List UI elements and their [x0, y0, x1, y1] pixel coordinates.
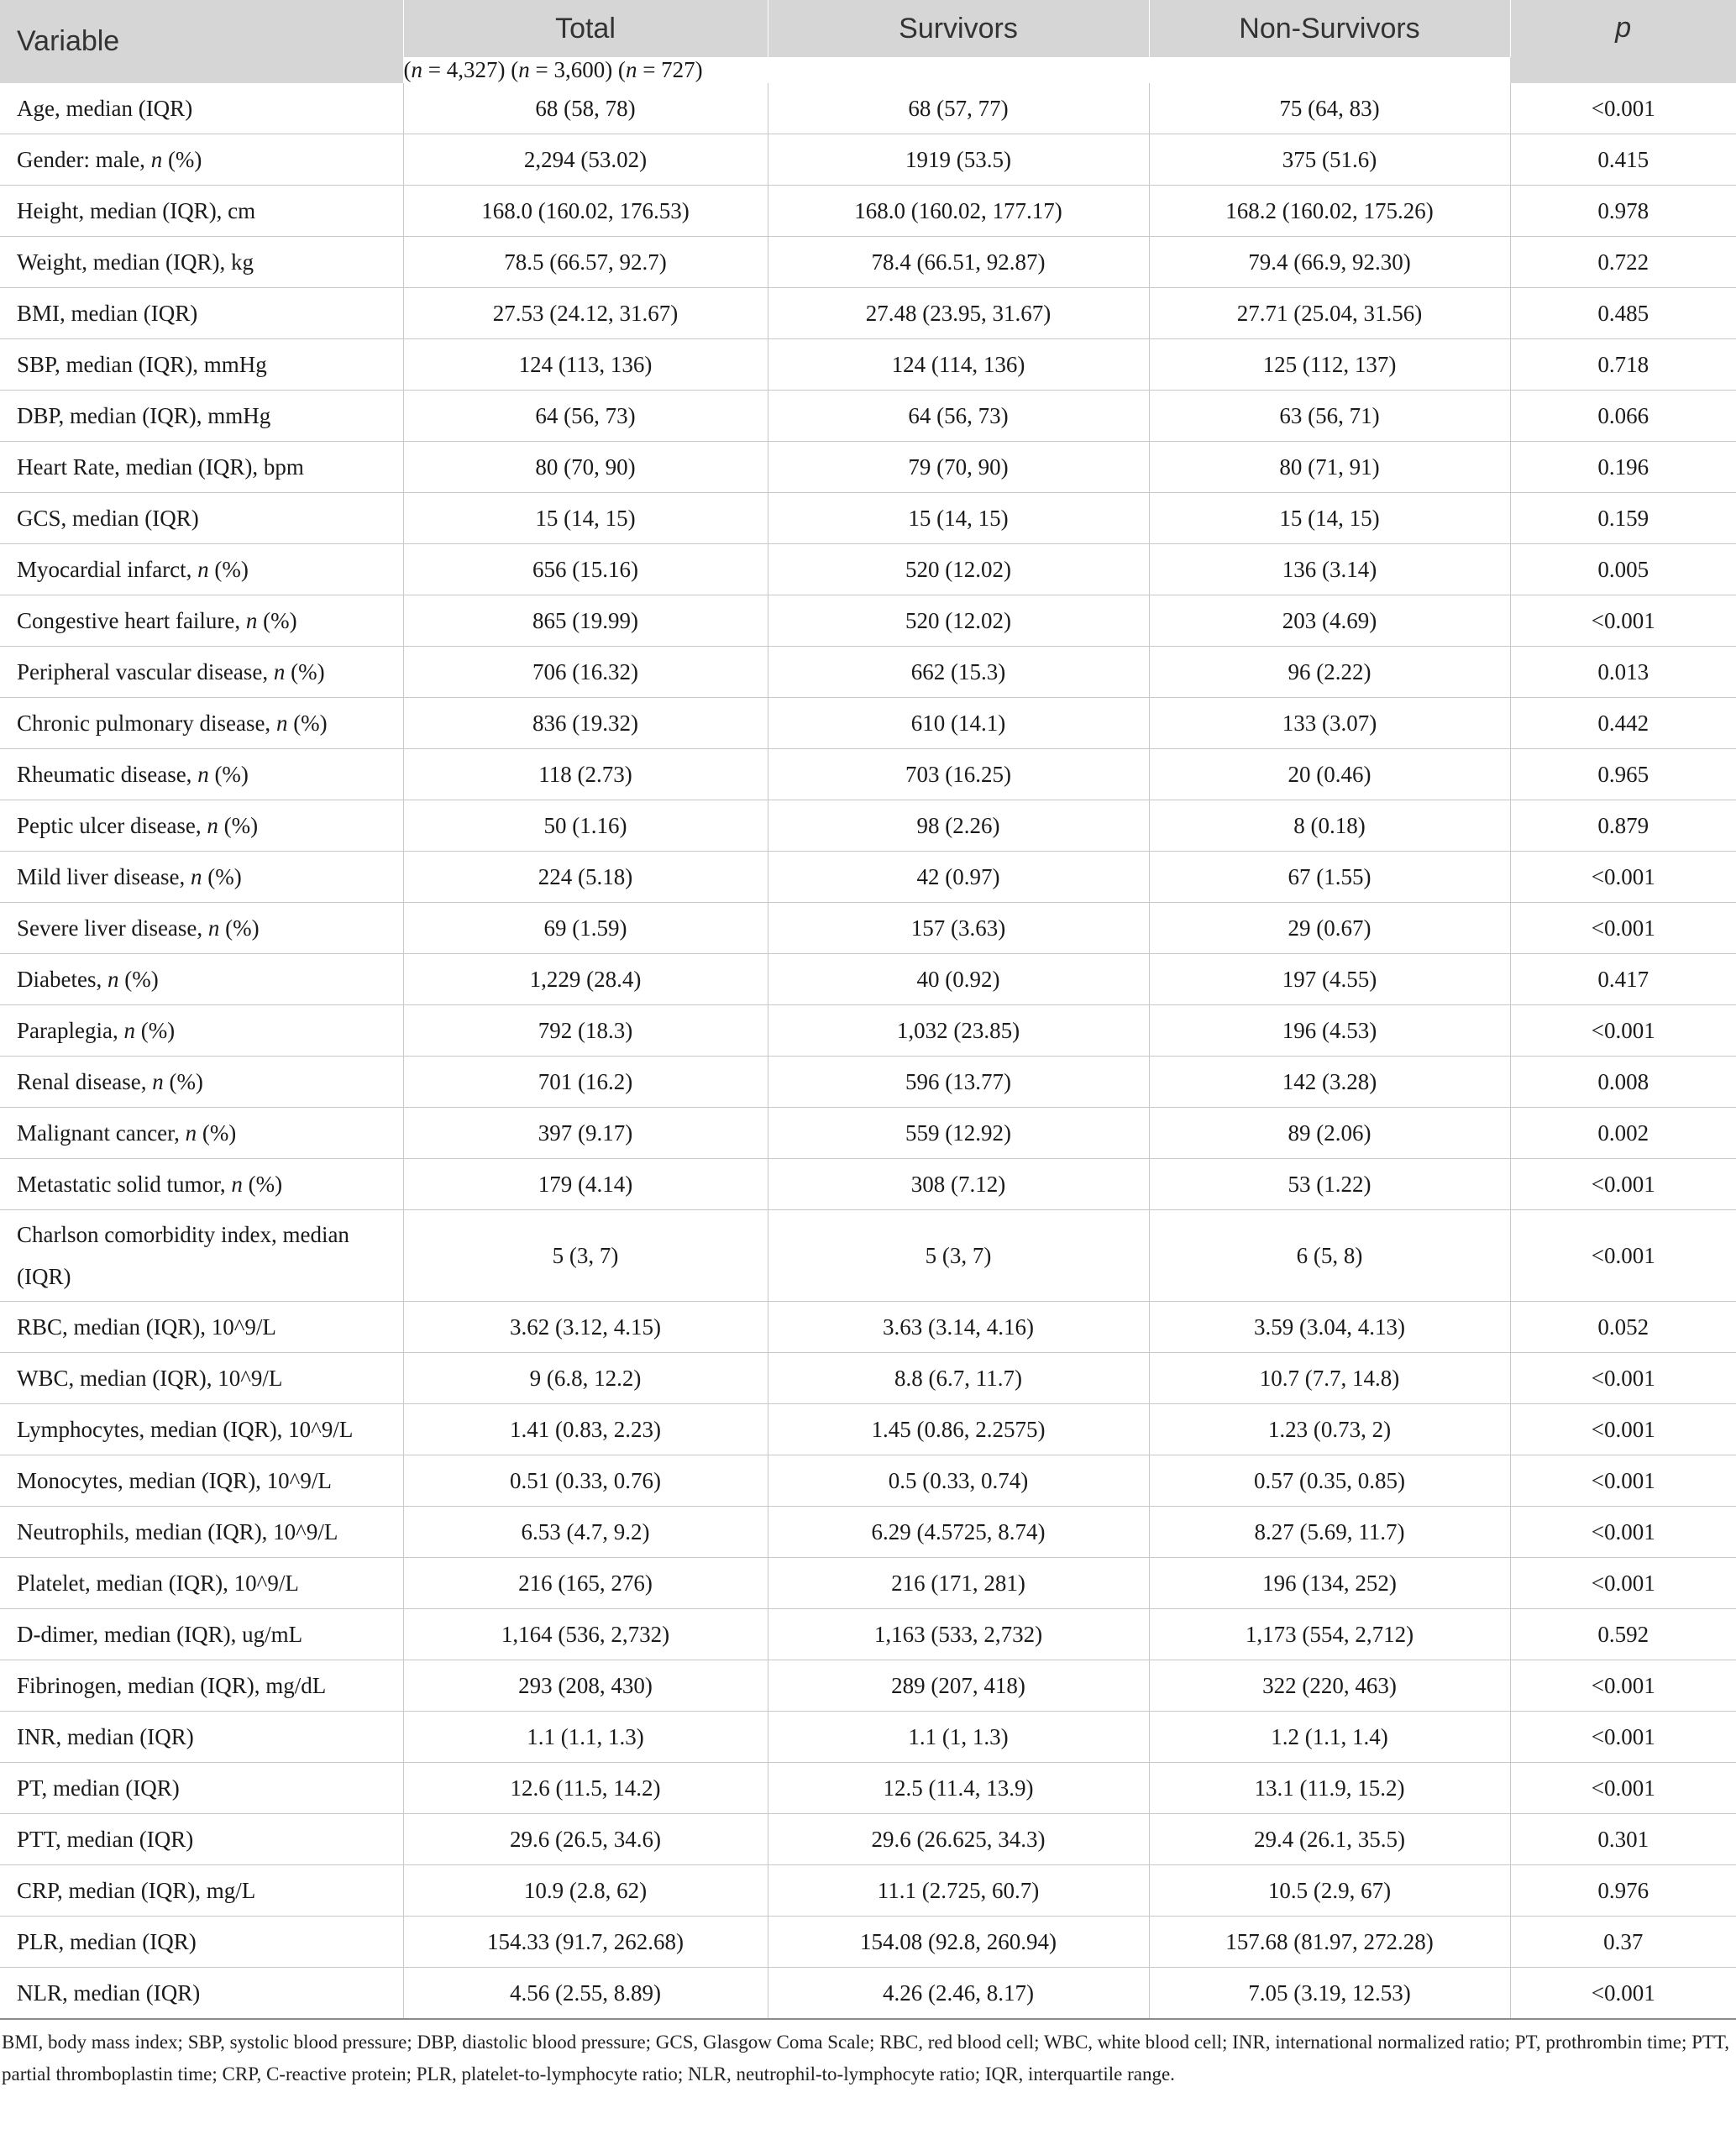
survivors-cell: 29.6 (26.625, 34.3) [768, 1814, 1149, 1865]
variable-cell: Charlson comorbidity index, median (IQR) [0, 1210, 403, 1302]
nonsurvivors-cell: 8.27 (5.69, 11.7) [1149, 1507, 1510, 1558]
survivors-cell: 12.5 (11.4, 13.9) [768, 1763, 1149, 1814]
p-value-cell: 0.592 [1510, 1609, 1736, 1660]
nonsurvivors-cell: 136 (3.14) [1149, 544, 1510, 595]
nonsurvivors-cell: 196 (134, 252) [1149, 1558, 1510, 1609]
p-value-cell: 0.013 [1510, 647, 1736, 698]
p-value-cell: <0.001 [1510, 1005, 1736, 1057]
total-cell: 12.6 (11.5, 14.2) [403, 1763, 768, 1814]
variable-cell: Heart Rate, median (IQR), bpm [0, 442, 403, 493]
total-cell: 3.62 (3.12, 4.15) [403, 1302, 768, 1353]
table-row [0, 493, 1736, 544]
table-row [0, 903, 1736, 954]
total-cell: 50 (1.16) [403, 800, 768, 852]
footnote: BMI, body mass index; SBP, systolic blood pressure; DBP, diastolic blood pressure; GCS, Glasgow Coma Scale; RBC, red blood cell; WBC, white blood cell; INR, international normalized ratio; PT, prothrombin time; PTT, partial thromboplastin time; CRP, C-reactive protein; PLR, platelet-to-lymphocyte ratio; NLR, neutrophil-to-lymphocyte ratio; IQR, interquartile range. [2, 2032, 1730, 2084]
survivors-cell: 308 (7.12) [768, 1159, 1149, 1210]
table-header [0, 0, 1736, 83]
variable-cell: RBC, median (IQR), 10^9/L [0, 1302, 403, 1353]
nonsurvivors-cell: 133 (3.07) [1149, 698, 1510, 749]
variable-cell: WBC, median (IQR), 10^9/L [0, 1353, 403, 1404]
variable-cell: Platelet, median (IQR), 10^9/L [0, 1558, 403, 1609]
p-value-cell: <0.001 [1510, 1507, 1736, 1558]
nonsurvivors-cell: 203 (4.69) [1149, 595, 1510, 647]
nonsurvivors-cell: 13.1 (11.9, 15.2) [1149, 1763, 1510, 1814]
total-cell: 124 (113, 136) [403, 339, 768, 391]
survivors-cell: 42 (0.97) [768, 852, 1149, 903]
survivors-cell: 0.5 (0.33, 0.74) [768, 1455, 1149, 1507]
header-p: p [1510, 0, 1736, 83]
nonsurvivors-cell: 63 (56, 71) [1149, 391, 1510, 442]
survivors-cell: 610 (14.1) [768, 698, 1149, 749]
p-value-cell: <0.001 [1510, 83, 1736, 134]
variable-cell: D-dimer, median (IQR), ug/mL [0, 1609, 403, 1660]
p-value-cell: 0.052 [1510, 1302, 1736, 1353]
nonsurvivors-cell: 53 (1.22) [1149, 1159, 1510, 1210]
table-row [0, 442, 1736, 493]
table-row [0, 1005, 1736, 1057]
p-value-cell: <0.001 [1510, 1455, 1736, 1507]
table-row [0, 544, 1736, 595]
table-row [0, 1865, 1736, 1917]
variable-cell: Myocardial infarct, n (%) [0, 544, 403, 595]
nonsurvivors-cell: 15 (14, 15) [1149, 493, 1510, 544]
variable-cell: Rheumatic disease, n (%) [0, 749, 403, 800]
p-value-cell: 0.485 [1510, 288, 1736, 339]
survivors-cell: 4.26 (2.46, 8.17) [768, 1968, 1149, 2020]
nonsurvivors-cell: 20 (0.46) [1149, 749, 1510, 800]
p-value-cell: <0.001 [1510, 1404, 1736, 1455]
table-row [0, 288, 1736, 339]
table-row [0, 1057, 1736, 1108]
total-cell: 179 (4.14) [403, 1159, 768, 1210]
table-row [0, 1814, 1736, 1865]
total-cell: 168.0 (160.02, 176.53) [403, 186, 768, 237]
header-nonsurvivors: Non-Survivors [1149, 0, 1510, 57]
nonsurvivors-cell: 197 (4.55) [1149, 954, 1510, 1005]
survivors-cell: 1919 (53.5) [768, 134, 1149, 186]
p-value-cell: <0.001 [1510, 1210, 1736, 1302]
total-cell: 397 (9.17) [403, 1108, 768, 1159]
p-value-cell: 0.196 [1510, 442, 1736, 493]
total-cell: 69 (1.59) [403, 903, 768, 954]
nonsurvivors-cell: 1.2 (1.1, 1.4) [1149, 1712, 1510, 1763]
survivors-cell: 1,032 (23.85) [768, 1005, 1149, 1057]
total-cell: 865 (19.99) [403, 595, 768, 647]
table-row [0, 1353, 1736, 1404]
p-value-cell: <0.001 [1510, 1353, 1736, 1404]
nonsurvivors-cell: 29 (0.67) [1149, 903, 1510, 954]
nonsurvivors-cell: 168.2 (160.02, 175.26) [1149, 186, 1510, 237]
variable-cell: Lymphocytes, median (IQR), 10^9/L [0, 1404, 403, 1455]
total-cell: 224 (5.18) [403, 852, 768, 903]
header-row-n: (n = 4,327) (n = 3,600) (n = 727) [403, 57, 703, 82]
total-cell: 154.33 (91.7, 262.68) [403, 1917, 768, 1968]
survivors-cell: 6.29 (4.5725, 8.74) [768, 1507, 1149, 1558]
variable-cell: SBP, median (IQR), mmHg [0, 339, 403, 391]
table-row [0, 1108, 1736, 1159]
survivors-cell: 520 (12.02) [768, 595, 1149, 647]
header-variable: Variable [0, 0, 403, 83]
table-row [0, 1210, 1736, 1302]
variable-cell: PTT, median (IQR) [0, 1814, 403, 1865]
total-cell: 836 (19.32) [403, 698, 768, 749]
total-cell: 5 (3, 7) [403, 1210, 768, 1302]
table-row [0, 800, 1736, 852]
table-body [0, 83, 1736, 2019]
total-cell: 0.51 (0.33, 0.76) [403, 1455, 768, 1507]
table-row [0, 1558, 1736, 1609]
table-row [0, 1660, 1736, 1712]
survivors-cell: 8.8 (6.7, 11.7) [768, 1353, 1149, 1404]
variable-cell: PT, median (IQR) [0, 1763, 403, 1814]
p-value-cell: <0.001 [1510, 1712, 1736, 1763]
variable-cell: CRP, median (IQR), mg/L [0, 1865, 403, 1917]
nonsurvivors-cell: 10.5 (2.9, 67) [1149, 1865, 1510, 1917]
survivors-cell: 5 (3, 7) [768, 1210, 1149, 1302]
p-value-cell: 0.301 [1510, 1814, 1736, 1865]
nonsurvivors-cell: 125 (112, 137) [1149, 339, 1510, 391]
total-cell: 1.1 (1.1, 1.3) [403, 1712, 768, 1763]
p-value-cell: <0.001 [1510, 1968, 1736, 2020]
p-value-cell: 0.415 [1510, 134, 1736, 186]
variable-cell: Metastatic solid tumor, n (%) [0, 1159, 403, 1210]
p-value-cell: <0.001 [1510, 852, 1736, 903]
nonsurvivors-cell: 0.57 (0.35, 0.85) [1149, 1455, 1510, 1507]
survivors-cell: 1.45 (0.86, 2.2575) [768, 1404, 1149, 1455]
total-cell: 80 (70, 90) [403, 442, 768, 493]
table-row [0, 339, 1736, 391]
total-cell: 10.9 (2.8, 62) [403, 1865, 768, 1917]
survivors-cell: 662 (15.3) [768, 647, 1149, 698]
total-cell: 656 (15.16) [403, 544, 768, 595]
nonsurvivors-cell: 7.05 (3.19, 12.53) [1149, 1968, 1510, 2020]
table-row [0, 1609, 1736, 1660]
table-row [0, 1917, 1736, 1968]
table-row [0, 391, 1736, 442]
variable-cell: Diabetes, n (%) [0, 954, 403, 1005]
table-row [0, 698, 1736, 749]
nonsurvivors-cell: 157.68 (81.97, 272.28) [1149, 1917, 1510, 1968]
survivors-cell: 168.0 (160.02, 177.17) [768, 186, 1149, 237]
table-row [0, 1507, 1736, 1558]
p-value-cell: 0.002 [1510, 1108, 1736, 1159]
table-row [0, 647, 1736, 698]
nonsurvivors-cell: 10.7 (7.7, 14.8) [1149, 1353, 1510, 1404]
total-cell: 1.41 (0.83, 2.23) [403, 1404, 768, 1455]
total-cell: 293 (208, 430) [403, 1660, 768, 1712]
survivors-cell: 98 (2.26) [768, 800, 1149, 852]
variable-cell: Gender: male, n (%) [0, 134, 403, 186]
survivors-cell: 79 (70, 90) [768, 442, 1149, 493]
variable-cell: GCS, median (IQR) [0, 493, 403, 544]
survivors-cell: 3.63 (3.14, 4.16) [768, 1302, 1149, 1353]
survivors-cell: 27.48 (23.95, 31.67) [768, 288, 1149, 339]
variable-cell: Severe liver disease, n (%) [0, 903, 403, 954]
variable-cell: Mild liver disease, n (%) [0, 852, 403, 903]
nonsurvivors-cell: 80 (71, 91) [1149, 442, 1510, 493]
total-cell: 792 (18.3) [403, 1005, 768, 1057]
nonsurvivors-cell: 3.59 (3.04, 4.13) [1149, 1302, 1510, 1353]
p-value-cell: 0.442 [1510, 698, 1736, 749]
p-value-cell: <0.001 [1510, 1558, 1736, 1609]
table-row [0, 1404, 1736, 1455]
survivors-cell: 559 (12.92) [768, 1108, 1149, 1159]
table-row [0, 186, 1736, 237]
total-cell: 6.53 (4.7, 9.2) [403, 1507, 768, 1558]
survivors-cell: 1.1 (1, 1.3) [768, 1712, 1149, 1763]
nonsurvivors-cell: 1.23 (0.73, 2) [1149, 1404, 1510, 1455]
total-cell: 1,164 (536, 2,732) [403, 1609, 768, 1660]
p-value-cell: 0.066 [1510, 391, 1736, 442]
total-cell: 2,294 (53.02) [403, 134, 768, 186]
total-cell: 29.6 (26.5, 34.6) [403, 1814, 768, 1865]
nonsurvivors-cell: 27.71 (25.04, 31.56) [1149, 288, 1510, 339]
table-row [0, 1455, 1736, 1507]
survivors-cell: 11.1 (2.725, 60.7) [768, 1865, 1149, 1917]
variable-cell: Chronic pulmonary disease, n (%) [0, 698, 403, 749]
total-cell: 78.5 (66.57, 92.7) [403, 237, 768, 288]
p-value-cell: <0.001 [1510, 903, 1736, 954]
survivors-cell: 703 (16.25) [768, 749, 1149, 800]
survivors-cell: 596 (13.77) [768, 1057, 1149, 1108]
table-row [0, 1159, 1736, 1210]
nonsurvivors-cell: 75 (64, 83) [1149, 83, 1510, 134]
variable-cell: BMI, median (IQR) [0, 288, 403, 339]
table-row [0, 595, 1736, 647]
survivors-cell: 216 (171, 281) [768, 1558, 1149, 1609]
survivors-cell: 157 (3.63) [768, 903, 1149, 954]
total-cell: 9 (6.8, 12.2) [403, 1353, 768, 1404]
p-value-cell: 0.976 [1510, 1865, 1736, 1917]
p-value-cell: 0.417 [1510, 954, 1736, 1005]
nonsurvivors-cell: 8 (0.18) [1149, 800, 1510, 852]
variable-cell: INR, median (IQR) [0, 1712, 403, 1763]
table-row [0, 1302, 1736, 1353]
nonsurvivors-cell: 89 (2.06) [1149, 1108, 1510, 1159]
total-cell: 68 (58, 78) [403, 83, 768, 134]
table-row [0, 954, 1736, 1005]
total-cell: 1,229 (28.4) [403, 954, 768, 1005]
variable-cell: Monocytes, median (IQR), 10^9/L [0, 1455, 403, 1507]
total-cell: 64 (56, 73) [403, 391, 768, 442]
table-row [0, 237, 1736, 288]
nonsurvivors-cell: 142 (3.28) [1149, 1057, 1510, 1108]
header-row [0, 0, 1736, 57]
variable-cell: Height, median (IQR), cm [0, 186, 403, 237]
nonsurvivors-cell: 96 (2.22) [1149, 647, 1510, 698]
p-value-cell: 0.718 [1510, 339, 1736, 391]
p-value-cell: <0.001 [1510, 1159, 1736, 1210]
variable-cell: Malignant cancer, n (%) [0, 1108, 403, 1159]
nonsurvivors-cell: 67 (1.55) [1149, 852, 1510, 903]
survivors-cell: 40 (0.92) [768, 954, 1149, 1005]
p-value-cell: 0.879 [1510, 800, 1736, 852]
survivors-cell: 78.4 (66.51, 92.87) [768, 237, 1149, 288]
survivors-cell: 154.08 (92.8, 260.94) [768, 1917, 1149, 1968]
table-row [0, 1763, 1736, 1814]
nonsurvivors-cell: 1,173 (554, 2,712) [1149, 1609, 1510, 1660]
header-total: Total [403, 0, 768, 57]
header-survivors: Survivors [768, 0, 1149, 57]
nonsurvivors-cell: 6 (5, 8) [1149, 1210, 1510, 1302]
variable-cell: NLR, median (IQR) [0, 1968, 403, 2020]
total-cell: 4.56 (2.55, 8.89) [403, 1968, 768, 2020]
variable-cell: Age, median (IQR) [0, 83, 403, 134]
nonsurvivors-cell: 322 (220, 463) [1149, 1660, 1510, 1712]
survivors-cell: 520 (12.02) [768, 544, 1149, 595]
variable-cell: Congestive heart failure, n (%) [0, 595, 403, 647]
p-value-cell: 0.965 [1510, 749, 1736, 800]
variable-cell: PLR, median (IQR) [0, 1917, 403, 1968]
table-row [0, 852, 1736, 903]
nonsurvivors-cell: 375 (51.6) [1149, 134, 1510, 186]
total-cell: 118 (2.73) [403, 749, 768, 800]
survivors-cell: 1,163 (533, 2,732) [768, 1609, 1149, 1660]
total-cell: 216 (165, 276) [403, 1558, 768, 1609]
p-value-cell: 0.978 [1510, 186, 1736, 237]
nonsurvivors-cell: 29.4 (26.1, 35.5) [1149, 1814, 1510, 1865]
total-cell: 15 (14, 15) [403, 493, 768, 544]
table-row [0, 83, 1736, 134]
p-value-cell: <0.001 [1510, 1763, 1736, 1814]
p-value-cell: 0.159 [1510, 493, 1736, 544]
total-cell: 701 (16.2) [403, 1057, 768, 1108]
table-row [0, 1968, 1736, 2020]
p-value-cell: 0.722 [1510, 237, 1736, 288]
variable-cell: Peptic ulcer disease, n (%) [0, 800, 403, 852]
p-value-cell: <0.001 [1510, 1660, 1736, 1712]
variable-cell: Fibrinogen, median (IQR), mg/dL [0, 1660, 403, 1712]
table-row [0, 749, 1736, 800]
variable-cell: Neutrophils, median (IQR), 10^9/L [0, 1507, 403, 1558]
variable-cell: Weight, median (IQR), kg [0, 237, 403, 288]
survivors-cell: 289 (207, 418) [768, 1660, 1149, 1712]
variable-cell: DBP, median (IQR), mmHg [0, 391, 403, 442]
variable-cell: Renal disease, n (%) [0, 1057, 403, 1108]
total-cell: 27.53 (24.12, 31.67) [403, 288, 768, 339]
survivors-cell: 64 (56, 73) [768, 391, 1149, 442]
p-value-cell: <0.001 [1510, 595, 1736, 647]
nonsurvivors-cell: 196 (4.53) [1149, 1005, 1510, 1057]
nonsurvivors-cell: 79.4 (66.9, 92.30) [1149, 237, 1510, 288]
table-row [0, 1712, 1736, 1763]
total-cell: 706 (16.32) [403, 647, 768, 698]
table-row [0, 134, 1736, 186]
p-value-cell: 0.37 [1510, 1917, 1736, 1968]
survivors-cell: 68 (57, 77) [768, 83, 1149, 134]
variable-cell: Paraplegia, n (%) [0, 1005, 403, 1057]
p-value-cell: 0.008 [1510, 1057, 1736, 1108]
survivors-cell: 124 (114, 136) [768, 339, 1149, 391]
survivors-cell: 15 (14, 15) [768, 493, 1149, 544]
variable-cell: Peripheral vascular disease, n (%) [0, 647, 403, 698]
p-value-cell: 0.005 [1510, 544, 1736, 595]
